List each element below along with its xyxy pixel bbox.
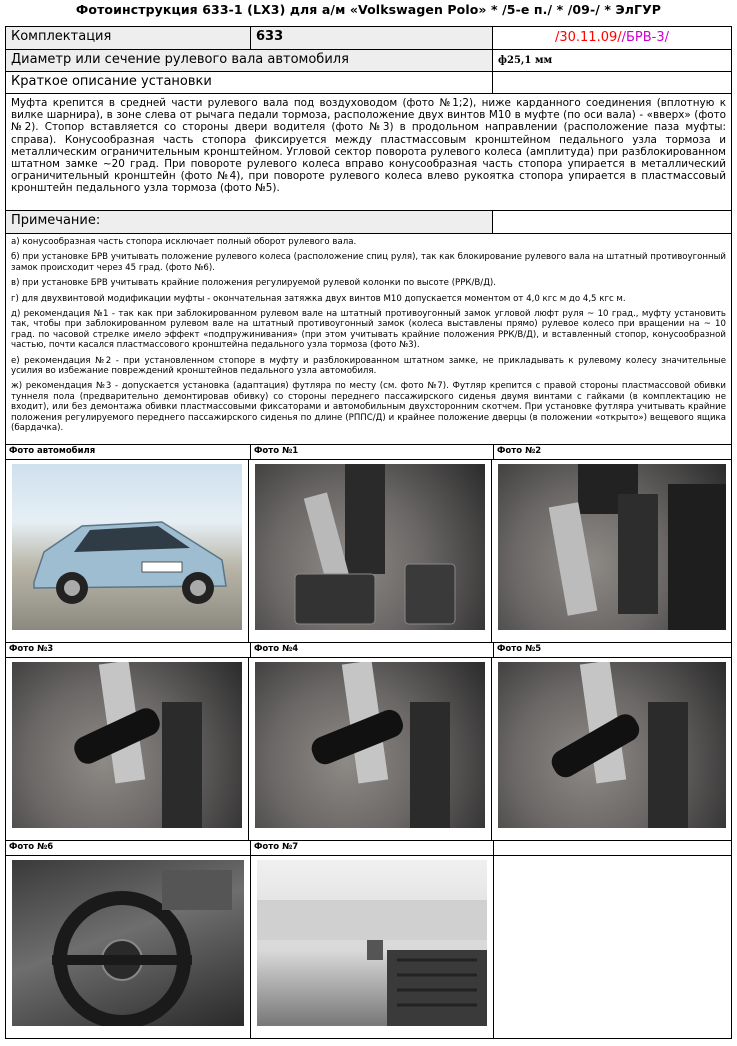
caption-photo-3: Фото №3 <box>9 644 54 654</box>
note-a: а) конусообразная часть стопора исключает полный оборот рулевого вала. <box>11 237 357 247</box>
photo-4-image <box>255 662 485 828</box>
note-c: в) при установке БРВ учитывать крайние положения регулируемой рулевой колонки по высоте (РРК/В/Д). <box>11 278 496 289</box>
photo-7-cell <box>250 856 493 1038</box>
date-value: /30.11.09/ <box>554 30 622 45</box>
photo-7-image <box>257 860 487 1026</box>
photo-5-cell <box>491 658 732 840</box>
kit-value: 633 <box>250 27 492 49</box>
photo-3-cell <box>6 658 248 840</box>
note-g: ж) рекомендация №3 - допускается установка (адаптация) футляра по месту (см. фото №7). Футляр крепится с правой стороны пластмассовой обивки туннеля пола (предварительно демонтировав обивку) со стороны переднего пассажирского сиденья двумя винтами с гайками (в комплектацию не входит), или без демонтажа обивки пластмассовыми фиксаторами и автомобильным двухсторонним скотчем. При установке футляра учитывать крайние положения регулируемого переднего пассажирского сиденья по длине (РППС/Д) и крайнее положение дверцы (в положении «открыто») вещевого ящика (бардачка). <box>11 381 726 434</box>
caption-photo-1: Фото №1 <box>250 445 493 459</box>
note-b: б) при установке БРВ учитывать положение рулевого колеса (расположение спиц руля), так как блокирование рулевого вала на штатный противоугонный замок происходит через 45 град. (фото №6). <box>11 252 726 273</box>
caption-photo-2: Фото №2 <box>493 445 731 459</box>
kit-label: Комплектация <box>6 27 250 49</box>
notes-heading-row <box>5 211 732 234</box>
description-text: Муфта крепится в средней части рулевого вала под воздуховодом (фото №1;2), ниже карданного соединения (вплотную к вилке шарнира), в зоне слева от рычага педали тормоза, расположение двух винтов М10 в муфте (по оси вала) - «вверх» (фото №2). Стопор вставляется со стороны двери водителя (фото №3) в продольном направлении (расположение паза муфты: справа). Конусообразная часть стопора фиксируется между пластмассовым кронштейном педального узла тормоза и металлическим ограничительным кронштейном. Угловой сектор поворота рулевого колеса (амплитуда) при разблокированном штатном замке ~20 град. При повороте рулевого колеса вправо конусообразная часть стопора упирается в металлический ограничительный кронштейн (фото №4), при повороте рулевого колеса влево рукоятка стопора упирается в пластмассовый кронштейн педального узла тормоза (фото №5). <box>11 97 726 195</box>
description-row <box>5 94 732 211</box>
brv-value: /БРВ-3/ <box>621 30 670 45</box>
photo-row-2 <box>5 658 732 841</box>
notes-heading-blank <box>492 211 731 233</box>
date-cell <box>492 27 731 49</box>
caption-photo-4: Фото №4 <box>250 643 493 657</box>
instruction-table <box>5 26 732 1039</box>
photo-caption-row-1 <box>5 445 732 460</box>
note-d: г) для двухвинтовой модификации муфты - окончательная затяжка двух винтов М10 допускается моментом от 4,0 кгс м до 4,5 кгс м. <box>11 293 626 304</box>
shaft-row <box>5 50 732 72</box>
photo-5-image <box>498 662 726 828</box>
photo-6-cell <box>6 856 250 1038</box>
caption-photo-7: Фото №7 <box>250 841 493 855</box>
caption-empty <box>493 841 731 855</box>
note-f: е) рекомендация №2 - при установленном стопоре в муфту и разблокированном штатном замке, не прикладывать к рулевому колесу значительные усилия во избежание повреждений кронштейнов педального узла автомобиля. <box>11 355 726 377</box>
shaft-label: Диаметр или сечение рулевого вала автомобиля <box>6 50 492 71</box>
notes-row <box>5 234 732 445</box>
description-heading: Краткое описание установки <box>11 74 212 89</box>
photo-empty-cell <box>493 856 731 1038</box>
photo-1-cell <box>248 460 491 642</box>
shaft-value: ф25,1 мм <box>492 50 731 71</box>
photo-row-1 <box>5 460 732 643</box>
description-heading-blank <box>492 72 731 93</box>
caption-photo-5: Фото №5 <box>493 643 731 657</box>
page-title: Фотоинструкция 633-1 (LX3) для а/м «Volkswagen Polo» * /5-е п./ * /09-/ * ЭлГУР <box>75 2 662 17</box>
photo-2-cell <box>491 460 732 642</box>
photo-2-image <box>498 464 726 630</box>
notes-heading: Примечание: <box>6 211 492 233</box>
photo-row-3 <box>5 856 732 1039</box>
caption-car: Фото автомобиля <box>9 446 96 456</box>
photo-6-image <box>12 860 244 1026</box>
note-e: д) рекомендация №1 - так как при заблокированном рулевом вале на штатный противоугонный замок угловой люфт руля ~ 10 град., муфту установить так, чтобы при заблокированном рулевом вале на штатный противоугонный замок (колеса выставлены прямо) рулевое колесо при вращении на ~ 10 град. по часовой стрелке имело эффект «подпружинивания» (при этом учитывать крайние положения РРК/В/Д), и вставленный стопор, конусообразной частью, почти касался пластмассового кронштейна педального узла тормоза (фото №3). <box>11 309 726 351</box>
photo-caption-row-2 <box>5 643 732 658</box>
notes-list <box>6 234 731 444</box>
description-heading-row <box>5 72 732 94</box>
kit-row <box>5 26 732 50</box>
photo-1-image <box>255 464 485 630</box>
photo-car-cell <box>6 460 248 642</box>
photo-caption-row-3 <box>5 841 732 856</box>
caption-photo-6: Фото №6 <box>9 842 54 852</box>
photo-4-cell <box>248 658 491 840</box>
photo-3-image <box>12 662 242 828</box>
car-photo <box>12 464 242 630</box>
